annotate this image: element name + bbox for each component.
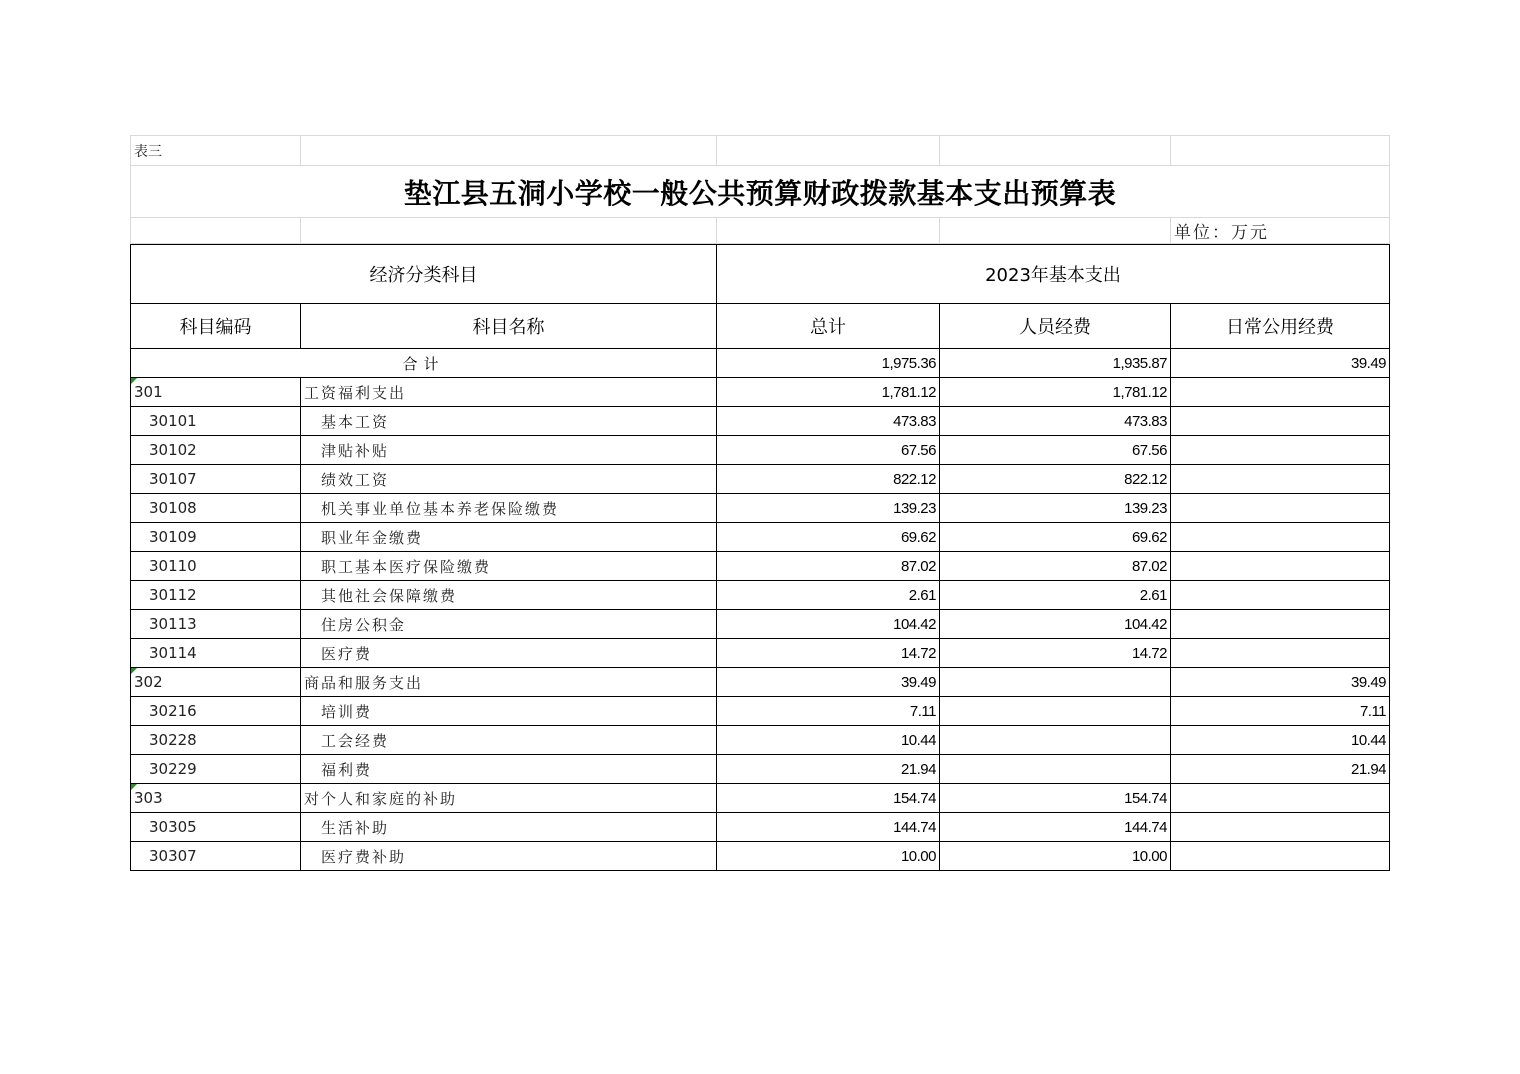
row-personnel[interactable]: 67.56 [940, 436, 1171, 465]
row-total[interactable]: 7.11 [717, 697, 940, 726]
row-public[interactable] [1171, 436, 1390, 465]
row-personnel[interactable]: 144.74 [940, 813, 1171, 842]
table-row [131, 465, 1390, 494]
row-code[interactable]: 30101 [131, 407, 301, 436]
header-area [130, 135, 1390, 244]
row-total[interactable]: 154.74 [717, 784, 940, 813]
table-row [131, 494, 1390, 523]
row-name[interactable]: 职工基本医疗保险缴费 [301, 552, 717, 581]
row-code[interactable]: 30114 [131, 639, 301, 668]
row-name[interactable]: 其他社会保障缴费 [301, 581, 717, 610]
row-name[interactable]: 福利费 [301, 755, 717, 784]
row-name[interactable]: 工资福利支出 [301, 378, 717, 407]
row-code[interactable]: 301 [131, 378, 301, 407]
row-public[interactable] [1171, 523, 1390, 552]
row-code[interactable]: 30108 [131, 494, 301, 523]
table-row [131, 378, 1390, 407]
table-row [131, 552, 1390, 581]
row-total[interactable]: 2.61 [717, 581, 940, 610]
empty-cell[interactable] [1171, 136, 1390, 166]
row-code[interactable]: 30228 [131, 726, 301, 755]
row-personnel[interactable]: 104.42 [940, 610, 1171, 639]
cell-marker-icon [131, 668, 137, 674]
row-name[interactable]: 生活补助 [301, 813, 717, 842]
row-public[interactable] [1171, 581, 1390, 610]
table-row [131, 581, 1390, 610]
row-name[interactable]: 职业年金缴费 [301, 523, 717, 552]
row-total[interactable]: 10.00 [717, 842, 940, 871]
row-public[interactable]: 7.11 [1171, 697, 1390, 726]
row-personnel[interactable] [940, 755, 1171, 784]
row-name[interactable]: 工会经费 [301, 726, 717, 755]
table-row [131, 813, 1390, 842]
row-name[interactable]: 津贴补贴 [301, 436, 717, 465]
table-row [131, 610, 1390, 639]
sheet-label[interactable]: 表三 [131, 136, 301, 166]
header-code[interactable]: 科目编码 [131, 304, 301, 349]
row-name[interactable]: 医疗费 [301, 639, 717, 668]
row-code[interactable]: 30109 [131, 523, 301, 552]
header-basic-expenditure[interactable]: 2023年基本支出 [717, 245, 1390, 304]
budget-table [130, 244, 1390, 871]
row-name[interactable]: 商品和服务支出 [301, 668, 717, 697]
row-total[interactable]: 69.62 [717, 523, 940, 552]
row-public[interactable] [1171, 610, 1390, 639]
table-row [131, 726, 1390, 755]
row-public[interactable] [1171, 639, 1390, 668]
row-name[interactable]: 住房公积金 [301, 610, 717, 639]
row-personnel[interactable]: 87.02 [940, 552, 1171, 581]
row-personnel[interactable]: 154.74 [940, 784, 1171, 813]
row-name[interactable]: 医疗费补助 [301, 842, 717, 871]
table-row [131, 407, 1390, 436]
row-public[interactable]: 10.44 [1171, 726, 1390, 755]
row-total[interactable]: 822.12 [717, 465, 940, 494]
row-total[interactable]: 473.83 [717, 407, 940, 436]
total-public[interactable]: 39.49 [1171, 349, 1390, 378]
row-total[interactable]: 39.49 [717, 668, 940, 697]
cell-marker-icon [131, 784, 137, 790]
header-economic-classification[interactable]: 经济分类科目 [131, 245, 717, 304]
row-code[interactable]: 30229 [131, 755, 301, 784]
row-name[interactable]: 培训费 [301, 697, 717, 726]
row-personnel[interactable]: 2.61 [940, 581, 1171, 610]
empty-cell[interactable] [301, 218, 717, 244]
unit-label[interactable]: 单位：万元 [1171, 218, 1390, 244]
row-public[interactable] [1171, 378, 1390, 407]
row-code[interactable]: 30113 [131, 610, 301, 639]
row-name[interactable]: 绩效工资 [301, 465, 717, 494]
row-code[interactable]: 30307 [131, 842, 301, 871]
total-total[interactable]: 1,975.36 [717, 349, 940, 378]
row-code[interactable]: 30110 [131, 552, 301, 581]
row-total[interactable]: 21.94 [717, 755, 940, 784]
row-code[interactable]: 302 [131, 668, 301, 697]
row-total[interactable]: 144.74 [717, 813, 940, 842]
row-code[interactable]: 30107 [131, 465, 301, 494]
row-personnel[interactable]: 822.12 [940, 465, 1171, 494]
header-public[interactable]: 日常公用经费 [1171, 304, 1390, 349]
table-row [131, 668, 1390, 697]
row-public[interactable] [1171, 494, 1390, 523]
table-row [131, 436, 1390, 465]
row-total[interactable]: 104.42 [717, 610, 940, 639]
spreadsheet [130, 135, 1389, 871]
table-row [131, 697, 1390, 726]
cell-marker-icon [131, 378, 137, 384]
total-personnel[interactable]: 1,935.87 [940, 349, 1171, 378]
row-personnel[interactable]: 139.23 [940, 494, 1171, 523]
row-public[interactable]: 39.49 [1171, 668, 1390, 697]
row-personnel[interactable] [940, 697, 1171, 726]
row-name[interactable]: 机关事业单位基本养老保险缴费 [301, 494, 717, 523]
row-personnel[interactable]: 14.72 [940, 639, 1171, 668]
page-title[interactable]: 垫江县五洞小学校一般公共预算财政拨款基本支出预算表 [131, 166, 1390, 218]
row-personnel[interactable]: 473.83 [940, 407, 1171, 436]
table-row [131, 755, 1390, 784]
row-public[interactable] [1171, 784, 1390, 813]
empty-cell[interactable] [940, 136, 1171, 166]
empty-cell[interactable] [131, 218, 301, 244]
table-row [131, 523, 1390, 552]
row-personnel[interactable]: 1,781.12 [940, 378, 1171, 407]
row-name[interactable]: 对个人和家庭的补助 [301, 784, 717, 813]
row-code[interactable]: 30102 [131, 436, 301, 465]
row-code[interactable]: 303 [131, 784, 301, 813]
row-name[interactable]: 基本工资 [301, 407, 717, 436]
header-name[interactable]: 科目名称 [301, 304, 717, 349]
row-code[interactable]: 30112 [131, 581, 301, 610]
row-public[interactable] [1171, 552, 1390, 581]
row-total[interactable]: 67.56 [717, 436, 940, 465]
row-public[interactable]: 21.94 [1171, 755, 1390, 784]
empty-cell[interactable] [717, 136, 940, 166]
row-total[interactable]: 14.72 [717, 639, 940, 668]
total-label[interactable]: 合计 [131, 349, 717, 378]
row-public[interactable] [1171, 407, 1390, 436]
row-personnel[interactable] [940, 668, 1171, 697]
row-total[interactable]: 1,781.12 [717, 378, 940, 407]
row-personnel[interactable]: 10.00 [940, 842, 1171, 871]
total-row [131, 349, 1390, 378]
empty-cell[interactable] [717, 218, 940, 244]
empty-cell[interactable] [301, 136, 717, 166]
header-personnel[interactable]: 人员经费 [940, 304, 1171, 349]
row-total[interactable]: 10.44 [717, 726, 940, 755]
row-total[interactable]: 87.02 [717, 552, 940, 581]
row-total[interactable]: 139.23 [717, 494, 940, 523]
table-row [131, 842, 1390, 871]
row-code[interactable]: 30216 [131, 697, 301, 726]
row-public[interactable] [1171, 842, 1390, 871]
row-public[interactable] [1171, 813, 1390, 842]
table-row [131, 784, 1390, 813]
row-personnel[interactable] [940, 726, 1171, 755]
row-public[interactable] [1171, 465, 1390, 494]
table-row [131, 639, 1390, 668]
empty-cell[interactable] [940, 218, 1171, 244]
row-code[interactable]: 30305 [131, 813, 301, 842]
row-personnel[interactable]: 69.62 [940, 523, 1171, 552]
header-total[interactable]: 总计 [717, 304, 940, 349]
